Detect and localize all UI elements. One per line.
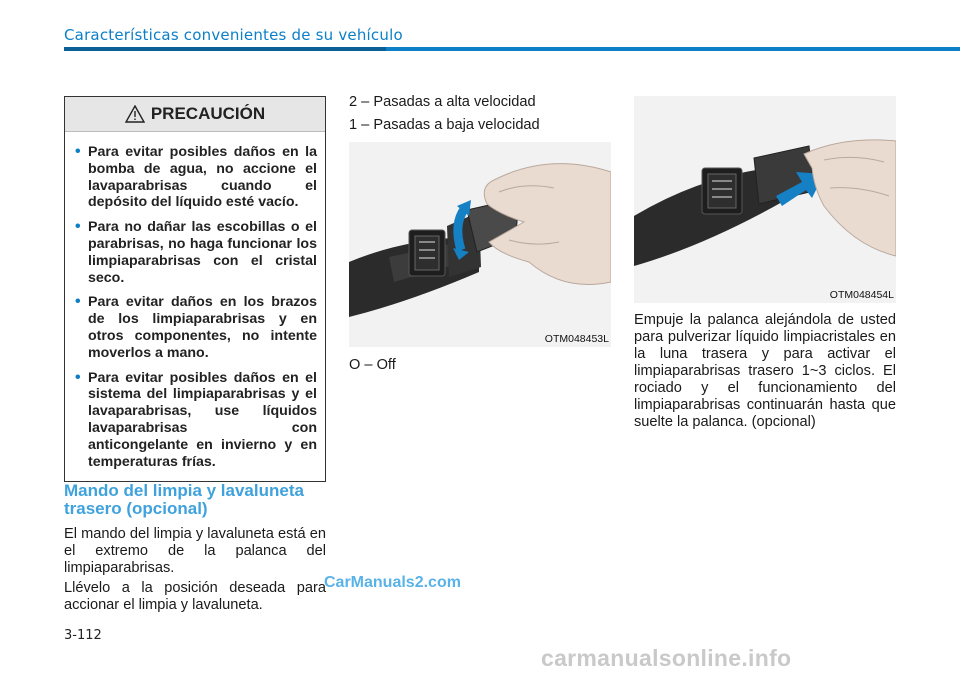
figure-code: OTM048453L bbox=[544, 333, 609, 345]
caution-title: PRECAUCIÓN bbox=[150, 104, 266, 123]
rear-wiper-heading: Mando del limpia y lavaluneta trasero (opcional) bbox=[64, 481, 304, 518]
wiper-stalk-rotate-illustration bbox=[349, 142, 611, 347]
position-2-text: 2 – Pasadas a alta velocidad bbox=[349, 94, 536, 110]
caution-item: • Para no dañar las escobillas o el parabrisas, no haga funcionar los limpiaparabrisas con el cristal seco. bbox=[75, 219, 317, 286]
caution-box bbox=[64, 96, 326, 482]
caution-header bbox=[65, 97, 325, 132]
rear-wiper-paragraph-1: El mando del limpia y lavaluneta está en el extremo de la palanca del limpiaparabrisas. bbox=[64, 526, 326, 576]
caution-item: • Para evitar daños en los brazos de los limpiaparabrisas y en otros componentes, no intente moverlos a mano. bbox=[75, 294, 317, 361]
figure-wiper-push bbox=[634, 96, 896, 303]
figure-wiper-rotate bbox=[349, 142, 611, 347]
figure-code: OTM048454L bbox=[829, 289, 894, 301]
caution-item: • Para evitar posibles daños en la bomba de agua, no accione el lavaparabrisas cuando el depósito del líquido esté vacío. bbox=[75, 144, 317, 211]
caution-list bbox=[65, 132, 325, 470]
wiper-stalk-push-illustration bbox=[634, 96, 896, 303]
header-rule-accent bbox=[64, 47, 386, 51]
push-description: Empuje la palanca alejándola de usted para pulverizar líquido limpiacristales en la luna trasera y para activar el limpiaparabrisas trasero 1~3 ciclos. El rociado y el funcionamiento del limpiaparabrisas continuarán hasta que suelte la palanca. (opcional) bbox=[634, 312, 896, 430]
watermark-carmanualsonline: carmanualsonline.info bbox=[541, 645, 792, 671]
watermark-carmanuals2: CarManuals2.com bbox=[324, 574, 461, 591]
caution-item: • Para evitar posibles daños en el sistema del limpiaparabrisas y el lavaparabrisas, use líquidos lavaparabrisas con anticongelante en invierno y en temperaturas frías. bbox=[75, 370, 317, 471]
warning-triangle-icon bbox=[125, 105, 145, 123]
position-off-text: O – Off bbox=[349, 357, 396, 373]
position-1-text: 1 – Pasadas a baja velocidad bbox=[349, 117, 540, 133]
rear-wiper-paragraph-2: Llévelo a la posición deseada para accionar el limpia y lavaluneta. bbox=[64, 580, 326, 613]
page-number: 3-112 bbox=[64, 628, 102, 643]
section-header-title: Características convenientes de su vehículo bbox=[64, 26, 403, 44]
